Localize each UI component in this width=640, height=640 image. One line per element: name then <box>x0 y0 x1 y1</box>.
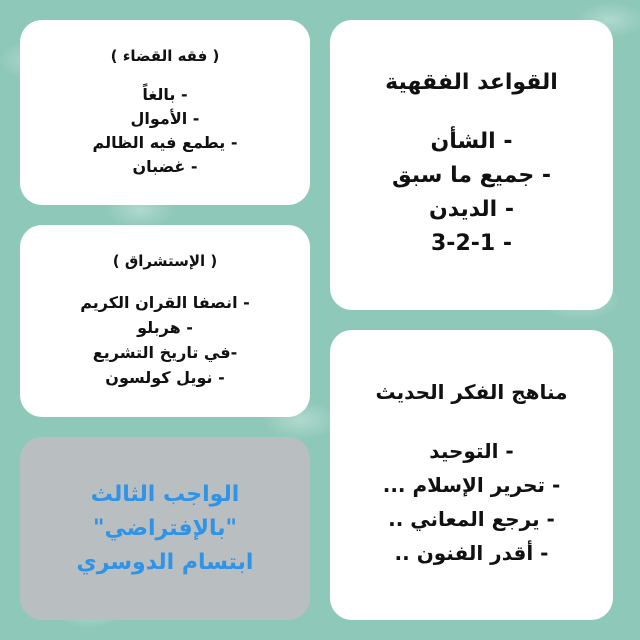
list-item: - الشأن <box>430 128 513 154</box>
list-item: - يطمع فيه الظالم <box>92 132 238 152</box>
card-title: ( فقه القضاء ) <box>110 46 220 65</box>
answer-list <box>20 290 310 390</box>
list-item: - التوحيد <box>429 439 514 463</box>
card-qawaid-fiqhiya <box>330 20 613 310</box>
list-item: - تحرير الإسلام ... <box>382 473 561 497</box>
list-item: - يرجع المعاني .. <box>388 507 555 531</box>
list-item: - بالغاً <box>142 84 188 104</box>
answer-list <box>20 83 310 179</box>
list-item: - الديدن <box>428 196 515 222</box>
card-manahij-fikr <box>330 330 613 620</box>
card-title: القواعد الفقهية <box>385 69 558 95</box>
card-fiqh-alqadaa <box>20 20 310 205</box>
card-title: مناهج الفكر الحديث <box>375 380 568 404</box>
list-item: -في تاريخ التشريع <box>92 343 238 362</box>
list-item: - الأموال <box>130 108 200 128</box>
card-istishraq <box>20 225 310 417</box>
list-item: - هربلو <box>137 318 193 337</box>
card-title: ( الإستشراق ) <box>112 252 218 270</box>
list-item: - انصفا القران الكريم <box>80 293 250 312</box>
assignment-line: "بالإفتراضي" <box>93 515 237 541</box>
list-item: - أقدر الفنون .. <box>394 541 549 565</box>
list-item: - غضبان <box>132 156 198 176</box>
list-item: - 3-2-1 <box>431 230 512 256</box>
card-assignment-title <box>20 437 310 620</box>
answer-list <box>330 125 613 261</box>
author-name: ابتسام الدوسري <box>76 549 254 575</box>
list-item: - نويل كولسون <box>105 368 225 387</box>
assignment-line: الواجب الثالث <box>90 481 240 507</box>
answer-list <box>330 434 613 570</box>
list-item: - جميع ما سبق <box>391 162 552 188</box>
